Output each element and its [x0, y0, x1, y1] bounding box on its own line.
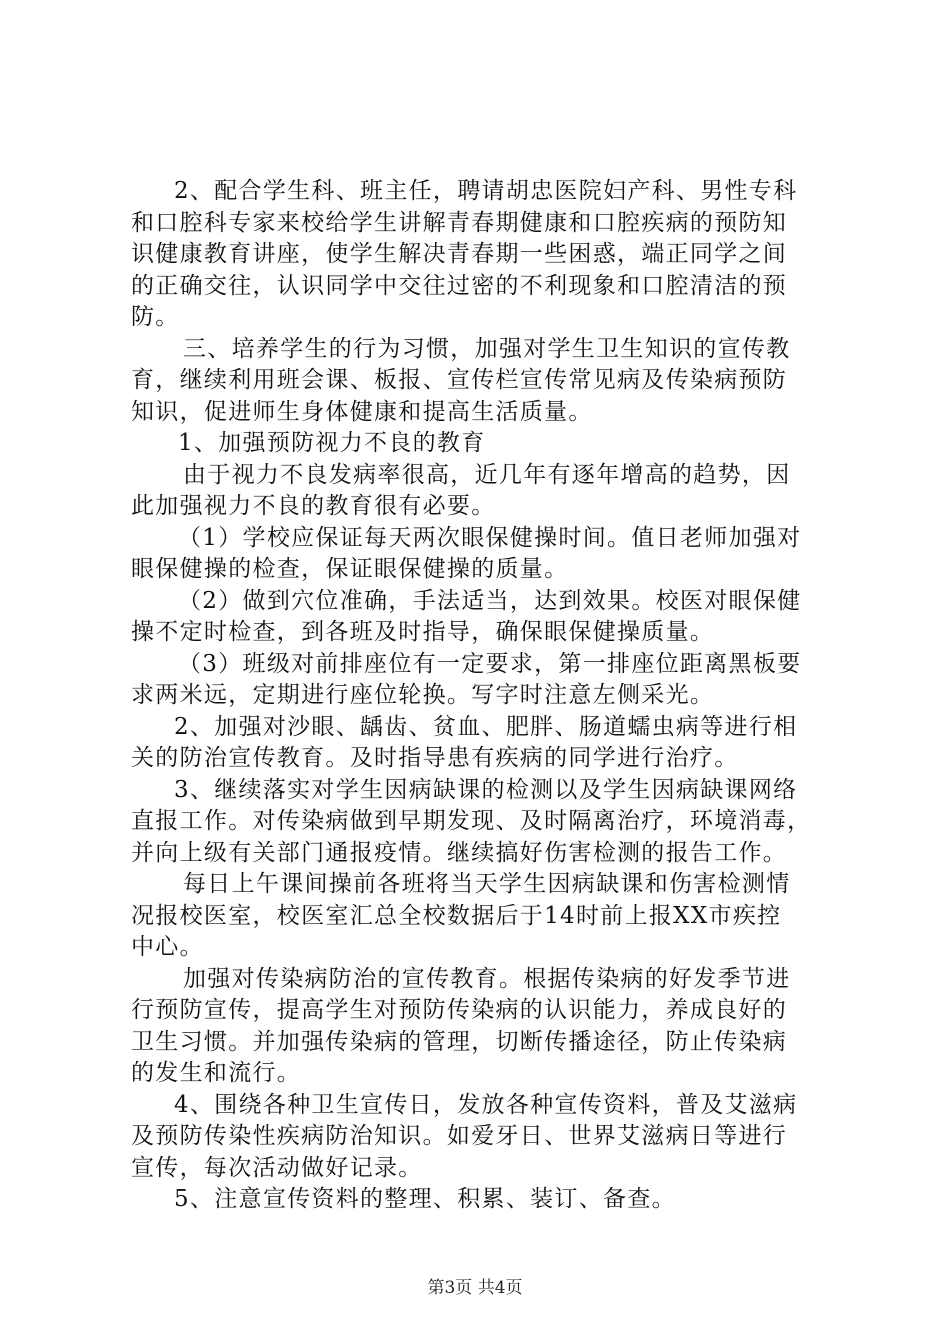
body-text-line: 宣传，每次活动做好记录。 [131, 1154, 423, 1181]
section-heading-line: 三、培养学生的行为习惯，加强对学生卫生知识的宣传教 [183, 335, 791, 362]
body-text-line: 况报校医室，校医室汇总全校数据后于14时前上报XX市疾控 [131, 902, 782, 929]
body-text-line: 和口腔科专家来校给学生讲解青春期健康和口腔疾病的预防知 [131, 209, 788, 236]
body-text-line: 3、继续落实对学生因病缺课的检测以及学生因病缺课网络 [174, 776, 798, 803]
body-text-line: 关的防治宣传教育。及时指导患有疾病的同学进行治疗。 [131, 745, 739, 771]
body-text-line: 卫生习惯。并加强传染病的管理，切断传播途径，防止传染病 [131, 1028, 788, 1055]
body-text-line: （1）学校应保证每天两次眼保健操时间。值日老师加强对 [178, 524, 802, 551]
body-text-line: 由于视力不良发病率很高，近几年有逐年增高的趋势，因 [183, 461, 791, 488]
body-text-line: 5、注意宣传资料的整理、积累、装订、备查。 [174, 1186, 676, 1212]
body-text-line: 直报工作。对传染病做到早期发现、及时隔离治疗，环境消毒， [131, 808, 812, 834]
body-text-line: 并向上级有关部门通报疫情。继续搞好伤害检测的报告工作。 [131, 839, 788, 866]
body-text-line: 的发生和流行。 [131, 1060, 302, 1086]
body-text-line: 识健康教育讲座，使学生解决青春期一些困惑，端正同学之间 [131, 241, 788, 267]
body-text-line: 4、围绕各种卫生宣传日，发放各种宣传资料，普及艾滋病 [174, 1091, 798, 1118]
body-text-line: 及预防传染性疾病防治知识。如爱牙日、世界艾滋病日等进行 [131, 1123, 788, 1149]
body-text-line: 中心。 [131, 934, 204, 960]
body-text-line: 2、加强对沙眼、龋齿、贫血、肥胖、肠道蠕虫病等进行相 [174, 713, 798, 740]
body-text-line: 眼保健操的检查，保证眼保健操的质量。 [131, 556, 569, 582]
body-text-line: 育，继续利用班会课、板报、宣传栏宣传常见病及传染病预防 [131, 367, 788, 393]
body-text-line: （2）做到穴位准确，手法适当，达到效果。校医对眼保健 [178, 587, 802, 614]
body-text-line: 的正确交往，认识同学中交往过密的不利现象和口腔清洁的预 [131, 272, 788, 299]
body-text-line: 操不定时检查，到各班及时指导，确保眼保健操质量。 [131, 619, 715, 645]
page-number-footer: 第3页 共4页 [427, 1278, 523, 1298]
body-text-line: 此加强视力不良的教育很有必要。 [131, 493, 496, 519]
body-text-line: 行预防宣传，提高学生对预防传染病的认识能力，养成良好的 [131, 997, 788, 1023]
body-text-line: 防。 [131, 304, 180, 330]
body-text-line: 求两米远，定期进行座位轮换。写字时注意左侧采光。 [131, 682, 715, 708]
body-text-line: 2、配合学生科、班主任，聘请胡忠医院妇产科、男性专科 [174, 178, 798, 204]
body-text-line: 知识，促进师生身体健康和提高生活质量。 [131, 398, 593, 425]
body-text-line: 每日上午课间操前各班将当天学生因病缺课和伤害检测情 [183, 871, 791, 897]
body-text-line: 加强对传染病防治的宣传教育。根据传染病的好发季节进 [183, 965, 791, 992]
body-text-line: （3）班级对前排座位有一定要求，第一排座位距离黑板要 [178, 650, 802, 677]
subheading-line: 1、加强预防视力不良的教育 [178, 430, 486, 456]
